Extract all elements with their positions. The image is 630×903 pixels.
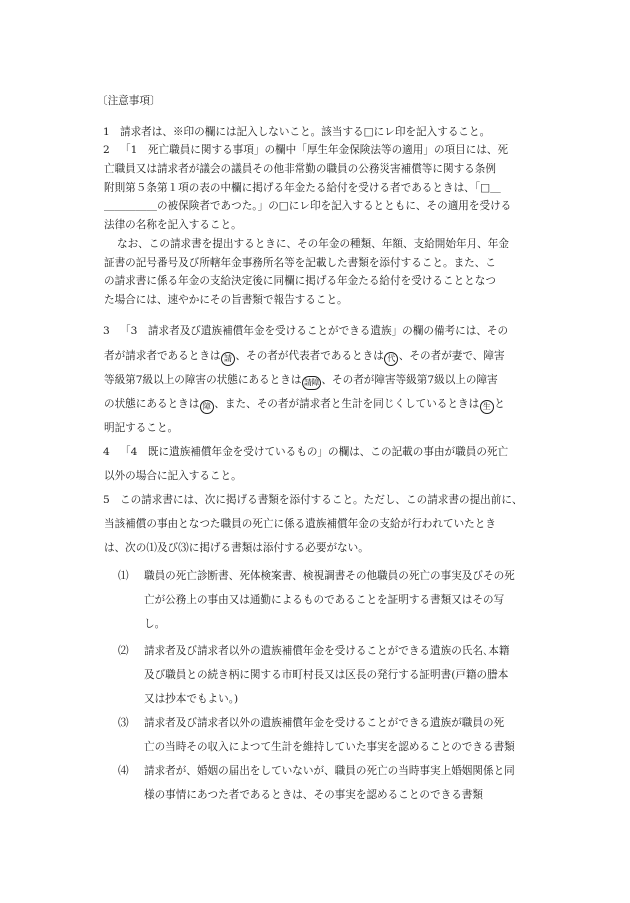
subitem-number: ⑷ bbox=[118, 765, 129, 777]
item-3-text: 、その者が障害等級第7級以上の障害 bbox=[321, 374, 498, 386]
item-3-text: の状態にあるときは bbox=[104, 398, 200, 410]
item-2-line-4: ＿＿＿＿＿の被保険者であつた。」の□にレ印を記入するとともに、その適用を受ける bbox=[104, 200, 512, 212]
item-2-line-9: た場合には、速やかにその旨書類で報告すること。 bbox=[104, 294, 348, 306]
circled-claimant-mark: 請 bbox=[221, 352, 235, 366]
subitem-4-line-2: 様の事情にあつた者であるときは、その事実を認めることのできる書類 bbox=[144, 789, 483, 801]
item-4-line-2: 以外の場合に記入すること。 bbox=[104, 470, 242, 482]
item-2-line-8: の請求書に係る年金の支給決定後に同欄に掲げる年金たる給付を受けることとなつ bbox=[104, 275, 496, 287]
item-3-text: 、その者が代表者であるときは bbox=[235, 350, 384, 362]
subitem-4-line-1: 請求者が、婚姻の届出をしていないが、職員の死亡の当時事実上婚姻関係と同 bbox=[144, 765, 515, 777]
subitem-3-line-2: 亡の当時その収入によつて生計を維持していた事実を認めることのできる書類 bbox=[144, 741, 515, 753]
item-2-line-2: 亡職員又は請求者が議会の議員その他非常勤の職員の公務災害補償等に関する条例 bbox=[104, 163, 496, 175]
subitem-number: ⑴ bbox=[118, 570, 129, 582]
subitem-3-line-1: 請求者及び請求者以外の遺族補償年金を受けることができる遺族が職員の死 bbox=[144, 717, 505, 729]
item-2-line-6: なお、この請求書を提出するときに、その年金の種類、年額、支給開始年月、年金 bbox=[117, 238, 509, 250]
item-3-text: 等級第7級以上の障害の状態にあるときは bbox=[104, 374, 302, 386]
item-5-line-2: 当該補償の事由となつた職員の死亡に係る遺族補償年金の支給が行われていたとき bbox=[104, 518, 496, 530]
item-3-text: 者が請求者であるときは bbox=[104, 350, 221, 362]
item-number: 1 bbox=[103, 126, 110, 138]
subitem-1-line-1: 職員の死亡診断書、死体検案書、検視調書その他職員の死亡の事実及びその死 bbox=[144, 570, 515, 582]
circled-representative-mark: 代 bbox=[384, 352, 398, 366]
item-3-line-4 bbox=[104, 397, 505, 414]
item-3-line-1: 「3 請求者及び遺族補償年金を受けることができる遺族」の欄の備考には、その bbox=[120, 325, 509, 337]
item-2-line-1: 「1 死亡職員に関する事項」の欄中「厚生年金保険法等の適用」の項目には、死 bbox=[120, 144, 509, 156]
subitem-2-line-1: 請求者及び請求者以外の遺族補償年金を受けることができる遺族の氏名､本籍 bbox=[144, 645, 510, 657]
item-2-line-7: 証書の記号番号及び所轄年金事務所名等を記載した書類を添付すること。また、こ bbox=[104, 257, 496, 269]
subitem-2-line-3: 又は抄本でもよい。) bbox=[144, 693, 239, 705]
item-3-text: 、また、その者が請求者と生計を同じくしているときは bbox=[214, 398, 480, 410]
notes-header: 〔注意事項〕 bbox=[97, 95, 161, 107]
item-1-line-1: 請求者は、※印の欄には記入しないこと。該当する□にレ印を記入すること。 bbox=[120, 126, 491, 138]
subitem-number: ⑵ bbox=[118, 645, 129, 657]
subitem-2-line-2: 及び職員との続き柄に関する市町村長又は区長の発行する証明書(戸籍の謄本 bbox=[144, 669, 509, 681]
item-number: 3 bbox=[103, 325, 110, 337]
circled-disability-mark: 障 bbox=[200, 400, 214, 414]
item-5-line-1: この請求書には、次に掲げる書類を添付すること。ただし、この請求書の提出前に、 bbox=[120, 494, 523, 506]
item-number: 5 bbox=[103, 494, 110, 506]
item-number: 4 bbox=[103, 446, 110, 458]
item-3-text: と bbox=[494, 398, 505, 410]
item-4-line-1: 「4 既に遺族補償年金を受けているもの」の欄は、この記載の事由が職員の死亡 bbox=[120, 446, 509, 458]
item-3-text: 、その者が妻で、障害 bbox=[398, 350, 505, 362]
subitem-number: ⑶ bbox=[118, 717, 129, 729]
item-2-line-5: 法律の名称を記入すること。 bbox=[104, 219, 242, 231]
item-3-line-2 bbox=[104, 349, 505, 366]
circled-livelihood-mark: 生 bbox=[480, 400, 494, 414]
subitem-1-line-2: 亡が公務上の事由又は通勤によるものであることを証明する書類又はその写 bbox=[144, 594, 505, 606]
item-3-line-3 bbox=[104, 373, 498, 390]
circled-claimant-disability-mark: 請障 bbox=[302, 376, 321, 390]
item-2-line-3: 附則第５条第１項の表の中欄に掲げる年金たる給付を受ける者であるときは、「□＿ bbox=[104, 182, 501, 194]
item-5-line-3: は、次の⑴及び⑶に掲げる書類は添付する必要がない。 bbox=[104, 542, 369, 554]
item-number: 2 bbox=[103, 144, 110, 156]
subitem-1-line-3: し。 bbox=[144, 618, 166, 630]
item-3-line-5: 明記すること。 bbox=[104, 422, 179, 434]
